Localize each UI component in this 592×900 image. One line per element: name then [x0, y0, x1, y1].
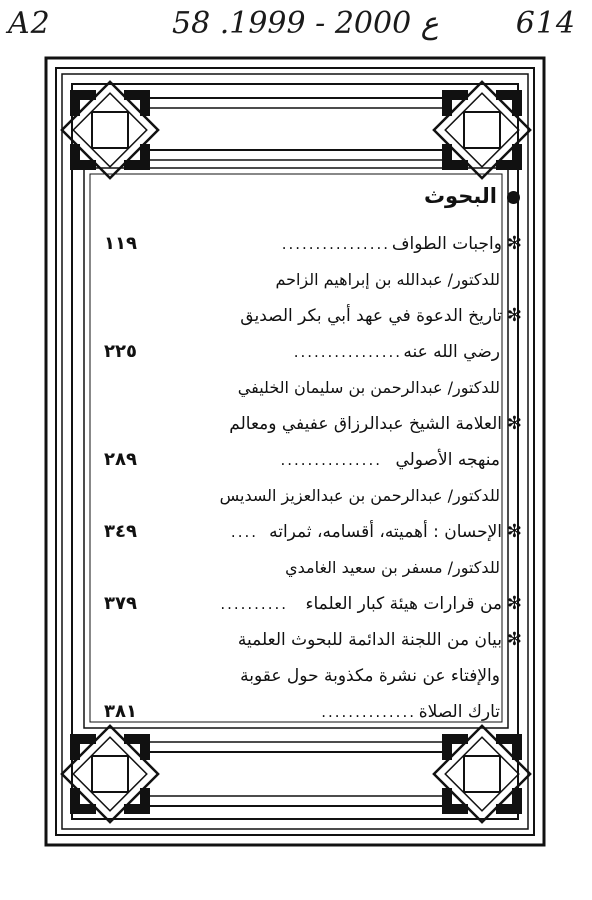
toc-line: [96, 622, 520, 658]
asterisk-icon: ✻: [506, 593, 522, 614]
entry-title: بيان من اللجنة الدائمة للبحوث العلمية: [237, 630, 502, 650]
toc-line: [96, 334, 520, 370]
leader-dots: ..........: [220, 595, 288, 613]
author-name: للدكتور/ عبدالرحمن بن عبدالعزيز السديس: [219, 486, 500, 505]
toc-line: [96, 262, 520, 298]
toc-line: [96, 226, 520, 262]
entry-title: الإحسان : أهميته، أقسامه، ثمراته: [269, 522, 502, 542]
toc-line: [96, 586, 520, 622]
entry-title: تاريخ الدعوة في عهد أبي بكر الصديق: [240, 306, 502, 326]
handwritten-code: A2: [8, 6, 51, 41]
entry-title: واجبات الطواف: [391, 234, 502, 254]
author-name: للدكتور/ عبدالرحمن بن سليمان الخليفي: [237, 378, 500, 397]
page-number: ٣٤٩: [104, 521, 137, 542]
section-title-text: البحوث: [423, 184, 497, 208]
leader-dots: ..............: [321, 703, 416, 721]
toc-line: [96, 478, 520, 514]
toc-line: [96, 370, 520, 406]
corner-knot-ornament: [62, 726, 158, 822]
page-number: ٣٧٩: [104, 593, 137, 614]
author-name: للدكتور/ عبدالله بن إبراهيم الزاحم: [275, 270, 500, 289]
entry-title: والإفتاء عن نشرة مكذوبة حول عقوبة: [240, 666, 500, 686]
entry-title: رضي الله عنه: [403, 342, 500, 362]
page-number: ٣٨١: [104, 701, 137, 722]
corner-knot-ornament: [434, 82, 530, 178]
toc-line: [96, 658, 520, 694]
table-of-contents: [96, 184, 520, 730]
leader-dots: ................: [293, 343, 402, 361]
page-number: ٢٢٥: [104, 341, 137, 362]
asterisk-icon: ✻: [506, 305, 522, 326]
corner-knot-ornament: [62, 82, 158, 178]
bullet-icon: [507, 191, 520, 204]
page-number: ٢٨٩: [104, 449, 137, 470]
toc-line: [96, 550, 520, 586]
toc-line: [96, 442, 520, 478]
toc-line: [96, 694, 520, 730]
asterisk-icon: ✻: [506, 629, 522, 650]
handwritten-date: 58 .ع 2000 - 1999: [172, 6, 439, 41]
asterisk-icon: ✻: [506, 521, 522, 542]
entry-title: العلامة الشيخ عبدالرزاق عفيفي ومعالم: [229, 414, 502, 434]
entry-title: من قرارات هيئة كبار العلماء: [305, 594, 502, 614]
toc-entries: [96, 226, 520, 730]
handwritten-number: 614: [515, 6, 576, 41]
asterisk-icon: ✻: [506, 233, 522, 254]
corner-knot-ornament: [434, 726, 530, 822]
author-name: للدكتور/ مسفر بن سعيد الغامدي: [285, 558, 500, 577]
asterisk-icon: ✻: [506, 413, 522, 434]
section-heading: [96, 184, 520, 218]
leader-dots: ...............: [280, 451, 382, 469]
page-number: ١١٩: [104, 233, 137, 254]
entry-title: تارك الصلاة: [418, 702, 500, 722]
toc-line: [96, 298, 520, 334]
leader-dots: ................: [281, 235, 390, 253]
toc-line: [96, 406, 520, 442]
toc-line: [96, 514, 520, 550]
leader-dots: ....: [230, 523, 258, 541]
entry-title: منهجه الأصولي: [395, 450, 500, 470]
